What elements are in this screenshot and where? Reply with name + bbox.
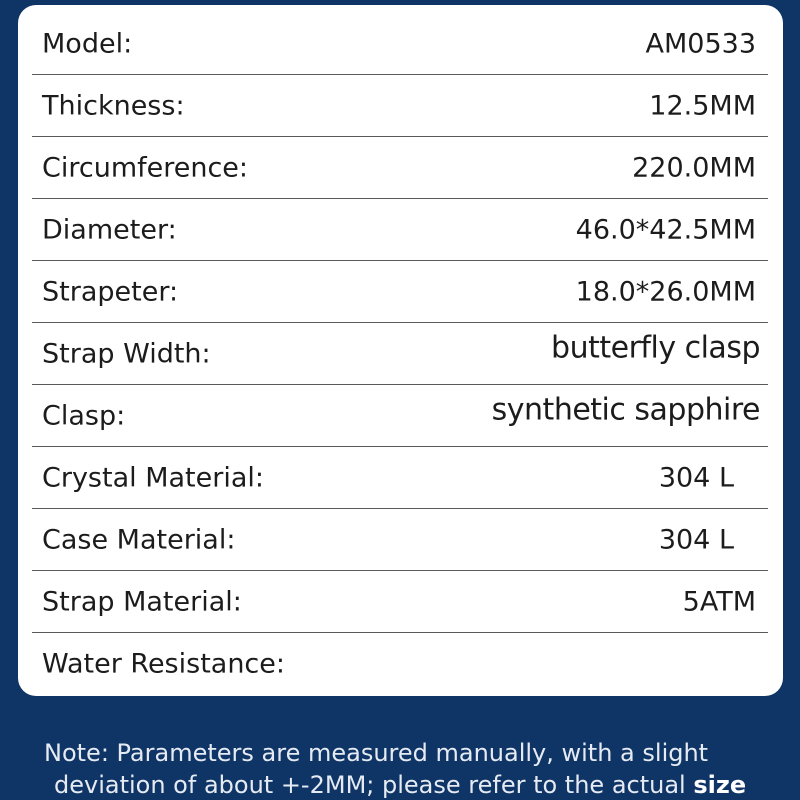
spec-label: Clasp: [42,400,126,431]
spec-row-strapeter [32,261,768,323]
spec-row-clasp [32,385,768,447]
spec-value: 5ATM [682,586,756,617]
spec-label: Diameter: [42,214,177,245]
note-line-1: Note: Parameters are measured manually, with a slight [44,739,709,767]
spec-label: Circumference: [42,152,249,183]
spec-label: Strapeter: [42,276,179,307]
spec-value: butterfly clasp [551,330,760,365]
spec-label: Model: [42,28,133,59]
spec-row-crystal-material [32,447,768,509]
spec-label: Strap Width: [42,338,211,369]
spec-row-case-material [32,509,768,571]
spec-label: Thickness: [42,90,185,121]
spec-value: 46.0*42.5MM [575,214,756,245]
spec-row-model [32,13,768,75]
note-line-2 [54,770,746,800]
note-line-2-text: deviation of about +-2MM; please refer to the actual [54,771,686,799]
spec-value: 220.0MM [632,152,756,183]
spec-row-strap-width [32,323,768,385]
spec-value: 12.5MM [649,90,756,121]
spec-row-strap-material [32,571,768,633]
spec-value: 304 L [658,524,734,555]
spec-card [18,5,783,696]
spec-value: 18.0*26.0MM [575,276,756,307]
spec-row-diameter [32,199,768,261]
spec-label: Case Material: [42,524,236,555]
spec-label: Crystal Material: [42,462,264,493]
spec-row-water-resistance [32,633,768,695]
spec-row-circumference [32,137,768,199]
spec-row-thickness [32,75,768,137]
spec-value: AM0533 [645,28,756,59]
note-emphasis: size [693,771,747,799]
spec-value: 304 L [658,462,734,493]
spec-label: Strap Material: [42,586,242,617]
spec-label: Water Resistance: [42,648,285,680]
spec-value: synthetic sapphire [491,392,760,427]
